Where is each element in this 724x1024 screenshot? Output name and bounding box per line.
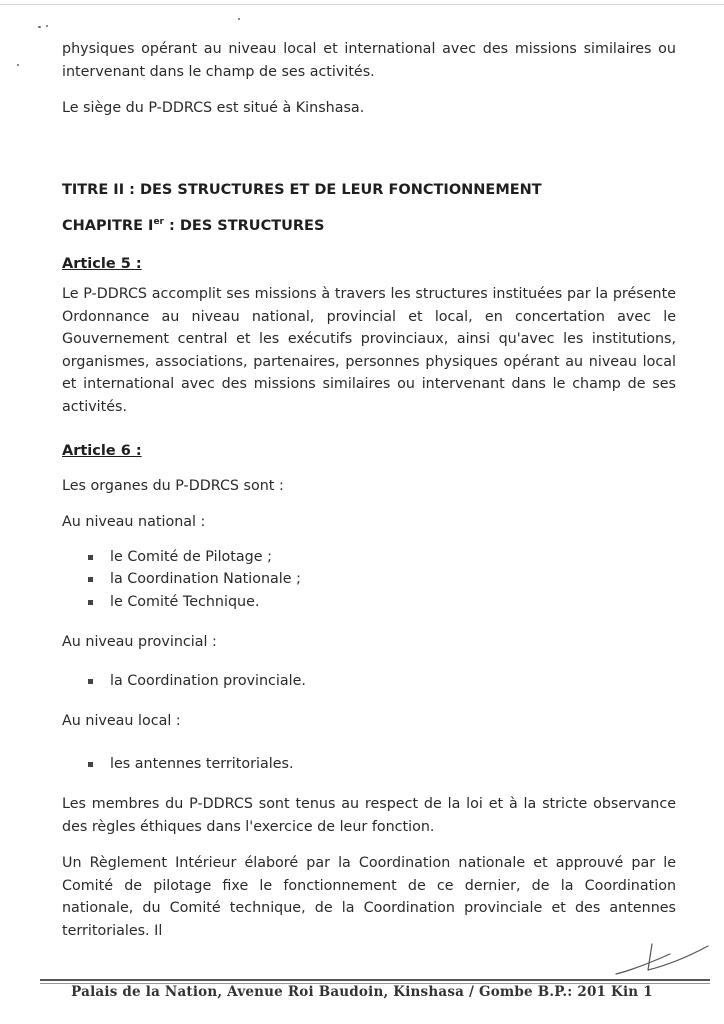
continuation-line-1: physiques opérant au niveau local et international avec des missions similaires ou (62, 41, 676, 57)
chapter-prefix: CHAPITRE I (62, 218, 154, 234)
provincial-label: Au niveau provincial : (62, 634, 217, 650)
list-item: le Comité Technique. (86, 591, 676, 614)
chapter-superscript: er (153, 217, 164, 228)
national-list (62, 546, 676, 614)
organs-intro: Les organes du P-DDRCS sont : (62, 477, 284, 494)
list-item: les antennes territoriales. (86, 753, 676, 776)
list-item: la Coordination provinciale. (86, 670, 676, 693)
article-5-heading: Article 5 : (62, 255, 142, 272)
scan-speck (38, 26, 41, 28)
continuation-line-2: intervenant dans le champ de ses activités. (62, 63, 375, 80)
provincial-list (62, 670, 676, 693)
chapter-heading (62, 215, 676, 238)
chapter-suffix: : DES STRUCTURES (163, 218, 325, 234)
signature-mark (612, 940, 712, 980)
local-label: Au niveau local : (62, 713, 181, 729)
members-paragraph: Les membres du P-DDRCS sont tenus au respect de la loi et à la stricte observance des règles éthiques dans l'exercice de leur fonction. (62, 796, 676, 835)
footer-address: Palais de la Nation, Avenue Roi Baudoin, Kinshasa / Gombe B.P.: 201 Kin 1 (71, 984, 653, 1000)
reglement-paragraph: Un Règlement Intérieur élaboré par la Coordination nationale et approuvé par le Comité de pilotage fixe le fonctionnement de ce dernier, de la Coordination nationale, du Comité technique, de la Coordination provinciale et des antennes territoriales. Il (62, 855, 676, 939)
article-6-heading: Article 6 : (62, 443, 142, 459)
article-5-text: Le P-DDRCS accomplit ses missions à travers les structures instituées par la présente Ordonnance au niveau national, provincial et local, en concertation avec le Gouvernement central et les exécutifs provinciaux, ainsi qu'avec les institutions, organismes, associations, partenaires, personnes physiques opérant au niveau local et international avec des missions similaires ou intervenant dans le champ de ses activités. (62, 286, 676, 415)
title-heading: TITRE II : DES STRUCTURES ET DE LEUR FONCTIONNEMENT (62, 181, 542, 198)
scan-speck (46, 25, 48, 27)
local-list (62, 753, 676, 776)
seat-paragraph: Le siège du P-DDRCS est situé à Kinshasa. (62, 100, 365, 116)
scan-top-edge (0, 4, 724, 5)
national-label: Au niveau national : (62, 514, 206, 530)
list-item: la Coordination Nationale ; (86, 568, 676, 591)
document-body (62, 38, 676, 942)
list-item: le Comité de Pilotage ; (86, 546, 676, 569)
scan-speck (17, 64, 19, 66)
scan-speck (238, 18, 240, 20)
footer-rule (40, 979, 710, 981)
